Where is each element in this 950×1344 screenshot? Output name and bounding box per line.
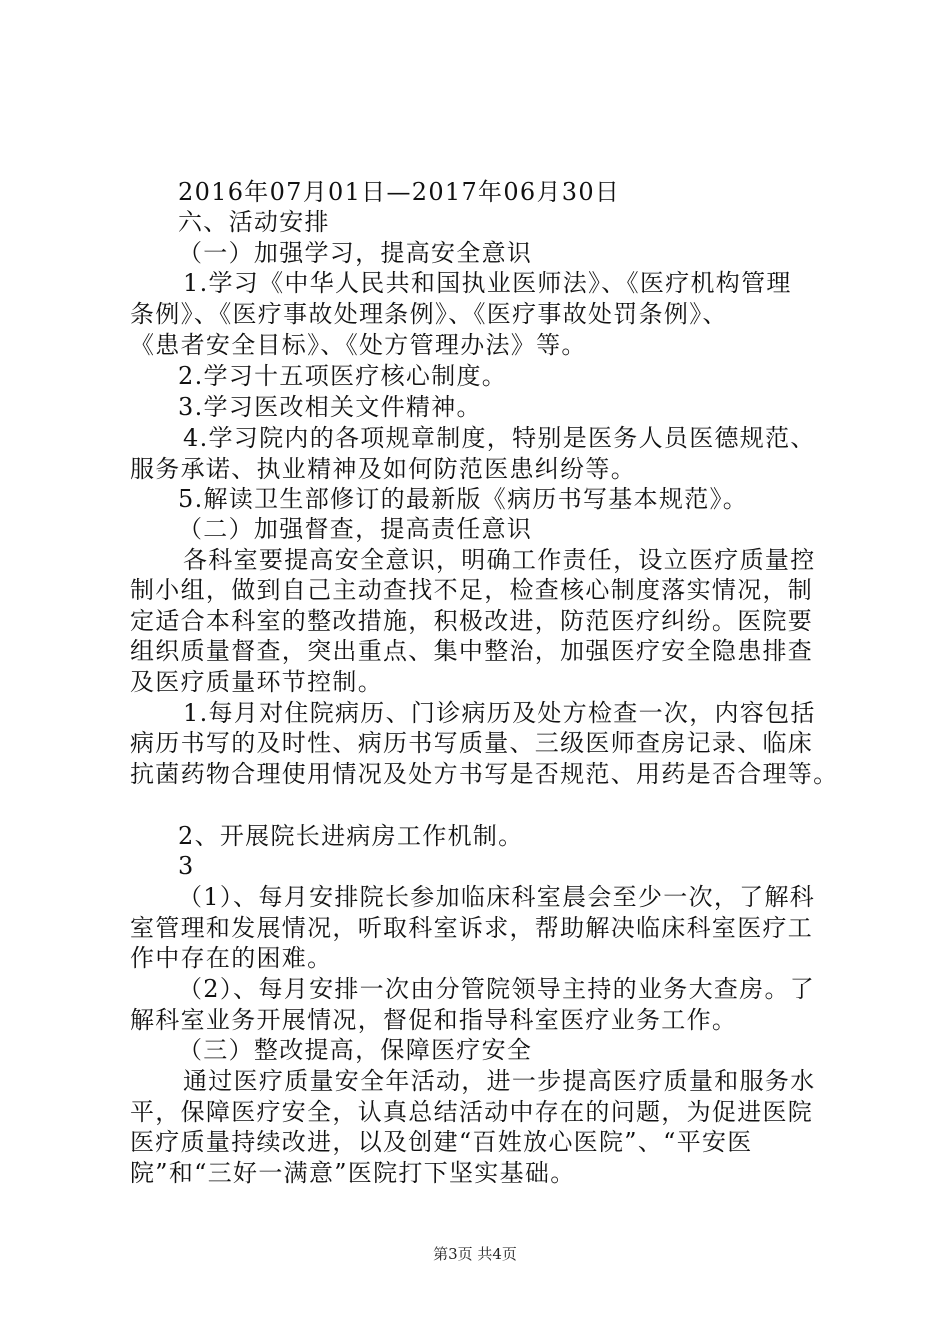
date-range-line: 2016年07月01日—2017年06月30日 — [178, 178, 621, 206]
paragraph-line: 服务承诺、执业精神及如何防范医患纠纷等。 — [130, 455, 636, 483]
paragraph-line: 定适合本科室的整改措施，积极改进，防范医疗纠纷。医院要 — [130, 607, 814, 635]
paragraph-line: 各科室要提高安全意识，明确工作责任，设立医疗质量控 — [183, 546, 816, 574]
paragraph-line: 1.每月对住院病历、门诊病历及处方检查一次，内容包括 — [183, 699, 816, 727]
paragraph-line: 1.学习《中华人民共和国执业医师法》、《医疗机构管理 — [183, 269, 792, 297]
paragraph-line: （2）、每月安排一次由分管院领导主持的业务大查房。了 — [178, 975, 816, 1003]
paragraph-line: 院”和“三好一满意”医院打下坚实基础。 — [130, 1159, 576, 1187]
section-heading: 六、活动安排 — [178, 208, 330, 236]
paragraph-line: 制小组，做到自己主动查找不足，检查核心制度落实情况，制 — [130, 576, 814, 604]
paragraph-line: 5.解读卫生部修订的最新版《病历书写基本规范》。 — [178, 485, 749, 513]
paragraph-line: 2、开展院长进病房工作机制。 — [178, 822, 524, 850]
subsection-heading: （一）加强学习，提高安全意识 — [178, 239, 533, 267]
paragraph-line: 医疗质量持续改进，以及创建“百姓放心医院”、“平安医 — [130, 1128, 753, 1156]
paragraph-line: 作中存在的困难。 — [130, 944, 333, 972]
paragraph-line: 条例》、《医疗事故处理条例》、《医疗事故处罚条例》、 — [130, 300, 728, 328]
paragraph-line: 3.学习医改相关文件精神。 — [178, 393, 482, 421]
paragraph-line: 病历书写的及时性、病历书写质量、三级医师查房记录、临床 — [130, 729, 814, 757]
paragraph-line: 2.学习十五项医疗核心制度。 — [178, 362, 508, 390]
subsection-heading: （三）整改提高，保障医疗安全 — [178, 1036, 533, 1064]
paragraph-line: 平，保障医疗安全，认真总结活动中存在的问题，为促进医院 — [130, 1098, 814, 1126]
paragraph-line: 抗菌药物合理使用情况及处方书写是否规范、用药是否合理等。 — [130, 760, 839, 788]
page-footer: 第3页 共4页 — [433, 1245, 517, 1263]
paragraph-line: 4.学习院内的各项规章制度，特别是医务人员医德规范、 — [183, 424, 816, 452]
paragraph-line: 3 — [178, 852, 195, 880]
paragraph-line: 组织质量督查，突出重点、集中整治，加强医疗安全隐患排查 — [130, 637, 814, 665]
subsection-heading: （二）加强督查，提高责任意识 — [178, 515, 533, 543]
paragraph-line: 室管理和发展情况，听取科室诉求，帮助解决临床科室医疗工 — [130, 914, 814, 942]
paragraph-line: （1）、每月安排院长参加临床科室晨会至少一次，了解科 — [178, 883, 816, 911]
paragraph-line: 及医疗质量环节控制。 — [130, 668, 383, 696]
paragraph-line: 通过医疗质量安全年活动，进一步提高医疗质量和服务水 — [183, 1067, 816, 1095]
paragraph-line: 解科室业务开展情况，督促和指导科室医疗业务工作。 — [130, 1006, 738, 1034]
paragraph-line: 《患者安全目标》、《处方管理办法》等。 — [130, 331, 587, 359]
